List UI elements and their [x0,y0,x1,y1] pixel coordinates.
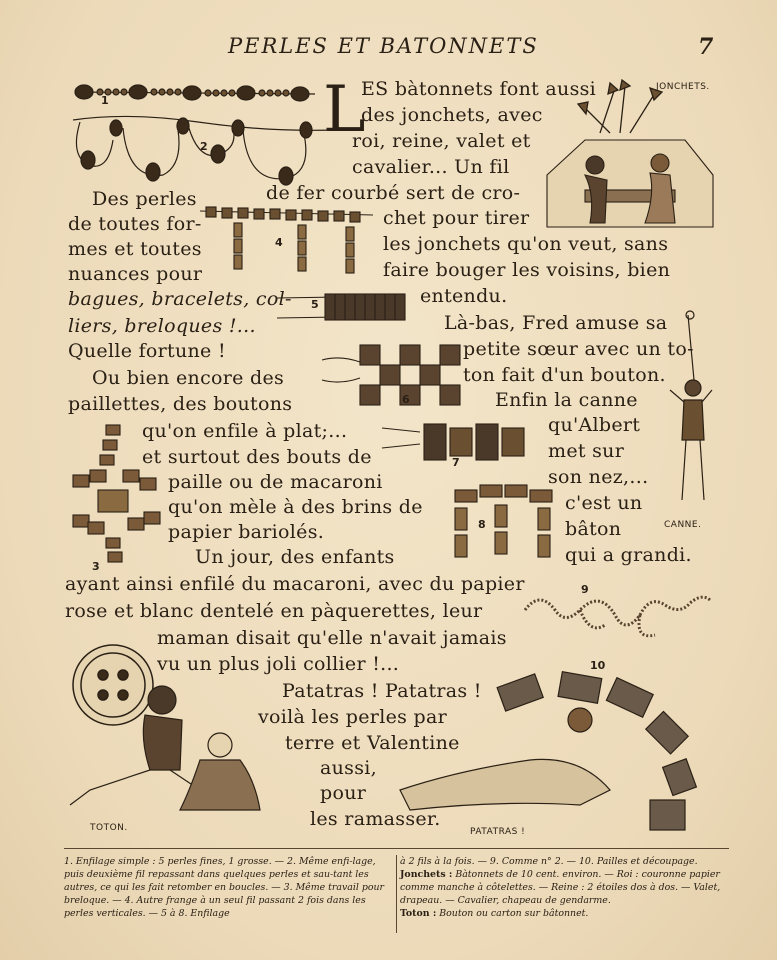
caption-canne: CANNE. [664,520,702,530]
body-line: bâton [565,518,622,540]
body-line: entendu. [420,285,508,307]
body-line: chet pour tirer [383,207,530,229]
body-line: son nez,... [548,466,649,488]
body-line: Enfin la canne [495,389,638,411]
figure-number: 6 [402,393,410,406]
body-line: ton fait d'un bouton. [463,364,666,386]
caption-jonchets: JONCHETS. [656,82,710,92]
footnote-right [400,855,730,920]
body-line: Ou bien encore des [92,367,285,389]
body-line: ES bàtonnets font aussi [361,78,597,100]
body-line: qui a grandi. [565,544,692,566]
body-line: pour [320,782,367,804]
figure-number: 10 [590,659,606,672]
caption-toton: TOTON. [90,823,128,833]
figure-number: 5 [311,298,319,311]
caption-patatras: PATATRAS ! [470,827,526,837]
drop-cap: L [323,73,366,147]
body-line: terre et Valentine [285,732,460,754]
body-line: et surtout des bouts de [142,446,372,468]
figure-number: 7 [452,456,460,469]
body-line: voilà les perles par [258,706,447,728]
body-line: faire bouger les voisins, bien [383,259,671,281]
body-line: liers, breloques !... [68,315,256,337]
macaroni-8-illustration [450,480,560,565]
body-line: de toutes for- [68,213,202,235]
body-line: roi, reine, valet et [352,130,531,152]
footnote-jonchets-label: Jonchets : [400,869,453,880]
body-line: ayant ainsi enfilé du macaroni, avec du papier [65,573,525,595]
footnotes [64,848,729,939]
figure-number: 4 [275,236,283,249]
body-line: petite sœur avec un to- [463,338,694,360]
body-line: papier bariolés. [168,521,325,543]
body-line: nuances pour [68,263,203,285]
body-line: rose et blanc dentelé en pàquerettes, leur [65,600,483,622]
page-title: PERLES ET BATONNETS [228,34,539,58]
body-line: c'est un [565,492,643,514]
body-line: maman disait qu'elle n'avait jamais [157,627,507,649]
body-line: les ramasser. [310,808,441,830]
star-breloque-3-illustration [68,420,168,570]
body-line: vu un plus joli collier !... [157,653,400,675]
page-number: 7 [698,34,714,60]
body-line: Un jour, des enfants [195,546,395,568]
footnote-jonchets: Bàtonnets de 10 cent. environ. — Roi : couronne papier comme manche à côtelettes. — Reine : 2 étoiles dos à dos. — Valet, drapeau. — Cavalier, chapeau de gendarme. [400,869,721,906]
figure-number: 9 [581,583,589,596]
macaroni-7-illustration [380,418,540,468]
macaroni-6-illustration [320,340,470,410]
body-line: des jonchets, avec [361,104,543,126]
body-line: qu'on mèle à des brins de [168,496,423,518]
body-line: qu'Albert [548,414,641,436]
body-line: Quelle fortune ! [68,340,226,362]
bead-loops-9-illustration [520,585,720,645]
body-line: paillettes, des boutons [68,393,293,415]
footnote-toton: Bouton ou carton sur bâtonnet. [439,908,589,919]
jonchets-children-illustration [545,135,715,230]
body-line: met sur [548,440,625,462]
macaroni-5-illustration [275,290,415,326]
children-toton-illustration [50,680,290,820]
footnote-toton-label: Toton : [400,908,437,919]
body-line: paille ou de macaroni [168,471,383,493]
footnote-left: 1. Enfilage simple : 5 perles fines, 1 grosse. — 2. Même enfi-lage, puis deuxième fil repassant dans quelques perles et sau-tant les autres, ce qui les fait retomber en boucles. — 3. Même travail pour breloque. — 4. Autre frange à un seul fil passant 2 fois dans les perles verticales. — 5 à 8. Enfilage [64,855,397,933]
body-line: de fer courbé sert de cro- [266,182,521,204]
body-line: Des perles [92,188,197,210]
body-line: cavalier... Un fil [352,156,510,178]
figure-number: 2 [200,140,208,153]
figure-number: 3 [92,560,100,573]
body-line: qu'on enfile à plat;... [142,420,348,442]
page-header [0,34,777,64]
figure-number: 8 [478,518,486,531]
body-line: les jonchets qu'on veut, sans [383,233,669,255]
fringe-4-illustration [198,205,378,280]
body-line: Patatras ! Patatras ! [282,680,482,702]
body-line: mes et toutes [68,238,202,260]
footnote-right-1: à 2 fils à la fois. — 9. Comme n° 2. — 10. Pailles et découpage. [400,856,698,867]
figure-number: 1 [101,94,109,107]
body-line: aussi, [320,757,377,779]
body-line: bagues, bracelets, col- [68,288,292,310]
body-line: Là-bas, Fred amuse sa [444,312,668,334]
